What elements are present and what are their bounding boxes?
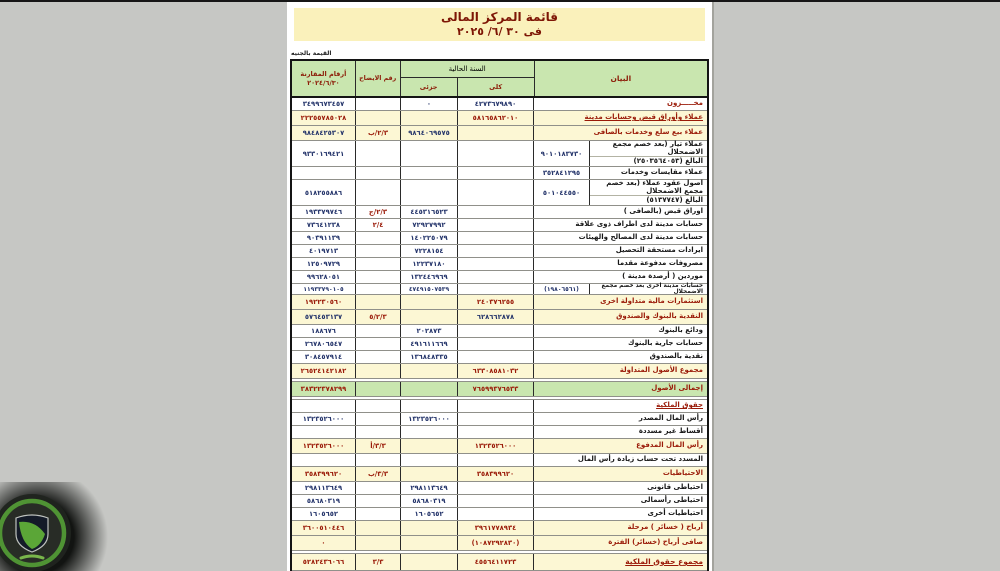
note-number-cell	[356, 258, 401, 270]
partial-value-cell: ١٤٠٢٢٥٠٧٩	[401, 232, 458, 244]
row-label: أرباح ( خسائر ) مرحلة	[627, 523, 703, 532]
table-row	[292, 554, 707, 571]
total-value-cell	[458, 351, 534, 363]
title-band	[294, 8, 705, 41]
partial-value-cell	[401, 295, 458, 309]
table-row	[292, 219, 707, 232]
comparison-value-cell: ٩٣٣٠١٦٩٤٢١	[292, 141, 356, 166]
partial-value-cell: ٤٤٥٣١٦٥٢٣	[401, 206, 458, 218]
comparison-value-cell: ٣٥٨٣٩٩٦٢٠	[292, 467, 356, 481]
partial-value-cell: ٧٢٢٨١٥٤	[401, 245, 458, 257]
row-label: ودائع بالبنوك	[658, 326, 703, 335]
row-label: اصول عقود عملاء (بعد خصم مجمع الاضمحلال	[606, 179, 703, 195]
partial-value-cell	[401, 536, 458, 550]
financial-position-table	[290, 59, 709, 571]
note-number-cell: أ/٣/٣	[356, 439, 401, 453]
statement-cell	[534, 245, 707, 257]
table-row	[292, 364, 707, 379]
statement-cell	[534, 284, 707, 294]
row-label: حقوق الملكية	[656, 401, 703, 410]
note-number-cell	[356, 400, 401, 412]
table-header	[292, 61, 707, 98]
row-label: مصروفات مدفوعة مقدما	[617, 259, 703, 268]
note-number-cell	[356, 141, 401, 166]
table-body	[292, 98, 707, 571]
partial-value-cell	[401, 111, 458, 125]
note-number-cell	[356, 536, 401, 550]
note-number-cell	[356, 454, 401, 466]
table-row	[292, 426, 707, 439]
total-value-cell: (١٠٨٧٢٩٢٨٣٠)	[458, 536, 534, 550]
table-row	[292, 111, 707, 126]
comparison-value-cell: ٧٣٦٤١٢٣٨	[292, 219, 356, 231]
row-label: عملاء وأوراق قبض وحسابات مدينة	[584, 113, 703, 122]
total-value-cell: ٤٥٥٦٤١١٧٢٣	[458, 554, 534, 570]
note-number-cell	[356, 295, 401, 309]
leaf-shield-logo	[0, 492, 73, 571]
comparison-value-cell	[292, 167, 356, 179]
currency-unit-label: القيمة بالجنيه	[291, 50, 332, 57]
statement-cell	[534, 258, 707, 270]
table-row	[292, 141, 707, 167]
statement-cell	[534, 126, 707, 140]
partial-value-cell: ١٦٠٥٦٥٢	[401, 508, 458, 520]
comparison-value-cell: ١٣٢٣٥٢٦٠٠٠	[292, 439, 356, 453]
statement-cell	[534, 351, 707, 363]
note-number-cell	[356, 482, 401, 494]
total-value-cell	[458, 232, 534, 244]
total-value-cell	[458, 413, 534, 425]
row-label-line2: البالغ (٥١٣٧٧٤٧)	[646, 195, 703, 204]
total-value-cell	[458, 454, 534, 466]
total-value-cell	[458, 338, 534, 350]
total-value-cell	[458, 206, 534, 218]
note-number-cell: ٣/٣	[356, 554, 401, 570]
row-label: ايرادات مستحقة التحصيل	[615, 246, 703, 255]
comparison-value-cell: ١٩٣٣٧٩٧٤٦	[292, 206, 356, 218]
row-label: رأس المال المدفوع	[636, 441, 703, 450]
comparison-value-cell: ١٢٥٠٩٧٢٩	[292, 258, 356, 270]
note-number-cell: ٥/٢/٣	[356, 310, 401, 324]
comparison-value-cell: ٥٢٨٢٤٣٦٠٦٦	[292, 554, 356, 570]
statement-cell	[534, 508, 707, 520]
statement-sub-value-cell: ٥٠١٠٤٤٥٥٠	[534, 180, 590, 205]
partial-value-cell: ١٣٢٣٥٢٦٠٠٠	[401, 413, 458, 425]
column-header-current-year: السنة الحالية	[401, 61, 534, 78]
table-row	[292, 126, 707, 141]
partial-value-cell: ٢٩٨١١٣٦٤٩	[401, 482, 458, 494]
row-label: مخـــــزون	[666, 99, 703, 108]
page-title: قائمة المركز المالى	[441, 10, 558, 24]
note-number-cell: ٢/٤	[356, 219, 401, 231]
partial-value-cell	[401, 400, 458, 412]
row-label: النقدية بالبنوك والصندوق	[616, 312, 703, 321]
row-label: إجمالى الأصول	[651, 384, 703, 393]
partial-value-cell: ٤٩١٦١١٦٦٩	[401, 338, 458, 350]
row-label: احتياطيات أخرى	[647, 509, 703, 518]
statement-cell	[534, 413, 707, 425]
table-row	[292, 180, 707, 206]
statement-cell	[534, 495, 707, 507]
total-value-cell: ٦٢٨٦٦٢٨٧٨	[458, 310, 534, 324]
partial-value-cell	[401, 167, 458, 179]
partial-value-cell: ١٣٢٤٤٦٩٦٩	[401, 271, 458, 283]
row-label: حسابات مدينة لدى المصالح والهيئات	[578, 233, 703, 242]
statement-cell	[534, 467, 707, 481]
statement-cell	[534, 206, 707, 218]
statement-sub-value-cell: ٩٠١٠١٨٣٧٣٠	[534, 141, 590, 166]
comparison-date: ٢٠٢٤/٦/٣٠	[307, 78, 340, 87]
comparison-value-cell: ٢٩٨١١٣٦٤٩	[292, 482, 356, 494]
comparison-value-cell: ٣٦٠٠٥١٠٤٤٦	[292, 521, 356, 535]
note-number-cell	[356, 167, 401, 179]
total-value-cell	[458, 482, 534, 494]
total-value-cell	[458, 245, 534, 257]
column-header-statement: البيان	[610, 74, 632, 83]
total-value-cell	[458, 325, 534, 337]
note-number-cell	[356, 325, 401, 337]
row-label: موردين ( أرصدة مدينة )	[622, 272, 703, 281]
note-number-cell: ب/٢/٣	[356, 126, 401, 140]
note-number-cell	[356, 284, 401, 294]
statement-date: ٢٠٢٥ /٦/ ٣٠	[457, 25, 520, 38]
comparison-value-cell: ٩٨٤٨٤٢٥٣٠٧	[292, 126, 356, 140]
comparison-value-cell: ١٦٠٥٦٥٢	[292, 508, 356, 520]
row-label: حسابات جارية بالبنوك	[628, 339, 703, 348]
total-value-cell	[458, 508, 534, 520]
table-row	[292, 325, 707, 338]
table-row	[292, 495, 707, 508]
total-value-cell	[458, 400, 534, 412]
statement-cell	[534, 310, 707, 324]
partial-value-cell: ٩٨٦٤٠٦٩٥٧٥	[401, 126, 458, 140]
note-number-cell	[356, 232, 401, 244]
statement-sub-value-cell: ٣٥٢٨٤١٢٩٥	[534, 167, 590, 179]
column-header-comparison: أرقام المقارنة ٢٠٢٤/٦/٣٠	[292, 61, 356, 96]
statement-cell	[534, 482, 707, 494]
note-number-cell	[356, 364, 401, 378]
note-number-cell	[356, 382, 401, 396]
note-number-cell	[356, 426, 401, 438]
statement-cell	[534, 400, 707, 412]
table-row	[292, 351, 707, 364]
total-value-cell	[458, 180, 534, 205]
comparison-value-cell: ١١٩٣٣٧٩٠١٠٥	[292, 284, 356, 294]
partial-value-cell: ١٢٢٣٧١٨٠	[401, 258, 458, 270]
table-row	[292, 310, 707, 325]
table-row	[292, 439, 707, 454]
comparison-value-cell: ٤٠١٩٧١٣	[292, 245, 356, 257]
comparison-value-cell: ١٣٢٣٥٢٦٠٠٠	[292, 413, 356, 425]
statement-cell	[534, 111, 707, 125]
note-number-cell	[356, 508, 401, 520]
total-value-cell: ٣٩٦١٧٧٨٩٣٤	[458, 521, 534, 535]
page-title-date	[294, 25, 705, 38]
comparison-value-cell: ٥٧٦٤٥٣١٣٧	[292, 310, 356, 324]
partial-value-cell	[401, 439, 458, 453]
row-label: أقساط غير مسددة	[638, 427, 703, 436]
comparison-value-cell: ٩٩٦٢٨٠٥١	[292, 271, 356, 283]
statement-cell	[534, 439, 707, 453]
row-label: عملاء بيع سلع وخدمات بالصافى	[593, 128, 703, 137]
total-value-cell	[458, 426, 534, 438]
total-value-cell: ٢٤٠٣٧٦٢٥٥	[458, 295, 534, 309]
column-header-total: كلى	[489, 83, 503, 91]
row-label: احتياطى قانونى	[647, 483, 703, 492]
note-number-cell	[356, 98, 401, 110]
note-number-cell	[356, 338, 401, 350]
statement-cell	[534, 271, 707, 283]
comparison-value-cell: ٥٨٦٨٠٣١٩	[292, 495, 356, 507]
table-row	[292, 232, 707, 245]
row-label: رأس المال المصدر	[638, 414, 703, 423]
partial-value-cell	[401, 382, 458, 396]
table-row	[292, 508, 707, 521]
partial-value-cell	[401, 364, 458, 378]
row-label: حسابات مدينة لدى اطراف ذوى علاقة	[575, 220, 703, 229]
note-number-cell: ج/٢/٣	[356, 206, 401, 218]
statement-cell	[534, 554, 707, 570]
comparison-value-cell	[292, 454, 356, 466]
comparison-value-cell: ٣٨٣٢٢٣٧٨٢٩٩	[292, 382, 356, 396]
note-number-cell	[356, 521, 401, 535]
statement-cell	[534, 180, 707, 205]
table-row	[292, 258, 707, 271]
table-row	[292, 467, 707, 482]
partial-value-cell: ٢٠٢٨٧٣	[401, 325, 458, 337]
row-label: حسابات مدينة اخرى بعد خصم مجمع الاضمحلال	[601, 282, 703, 295]
table-row	[292, 413, 707, 426]
statement-cell	[534, 426, 707, 438]
partial-value-cell	[401, 426, 458, 438]
total-value-cell	[458, 495, 534, 507]
partial-value-cell	[401, 310, 458, 324]
row-label: المسدد تحت حساب زيادة رأس المال	[577, 455, 703, 464]
row-label: عملاء مقايسات وخدمات	[620, 168, 703, 177]
comparison-value-cell: ٠	[292, 536, 356, 550]
note-number-cell: ب/٣/٣	[356, 467, 401, 481]
partial-value-cell	[401, 180, 458, 205]
note-number-cell	[356, 245, 401, 257]
table-row	[292, 338, 707, 351]
partial-value-cell: ٥٨٦٨٠٣١٩	[401, 495, 458, 507]
partial-value-cell: ١٣٦٨٤٨٣٣٥	[401, 351, 458, 363]
row-label: صافى أرباح (خسائر) الفترة	[608, 538, 703, 547]
table-row	[292, 400, 707, 413]
partial-value-cell: ٠	[401, 98, 458, 110]
note-number-cell	[356, 180, 401, 205]
partial-value-cell	[401, 554, 458, 570]
statement-cell	[534, 295, 707, 309]
column-header-partial: جزئى	[401, 78, 458, 96]
statement-cell	[534, 98, 707, 110]
total-value-cell	[458, 141, 534, 166]
total-value-cell	[458, 258, 534, 270]
statement-cell	[534, 382, 707, 396]
total-value-cell	[458, 219, 534, 231]
note-number-cell	[356, 351, 401, 363]
table-row	[292, 295, 707, 310]
document-page	[287, 2, 714, 571]
column-group-current-year	[401, 61, 535, 96]
table-row	[292, 245, 707, 258]
comparison-value-cell: ١٨٨٦٧٦	[292, 325, 356, 337]
comparison-value-cell: ٣٤٩٩٦٧٣٤٥٧	[292, 98, 356, 110]
partial-value-cell: ٤٧٤٩١٥٠٧٥٣٩	[401, 284, 458, 294]
column-header-note-number: رقم الايضاح	[356, 61, 401, 96]
partial-value-cell	[401, 454, 458, 466]
note-number-cell	[356, 111, 401, 125]
row-label: اوراق قبض (بالصافى )	[623, 207, 703, 216]
statement-cell	[534, 325, 707, 337]
comparison-value-cell: ٥١٨٢٥٥٨٨٦	[292, 180, 356, 205]
statement-cell	[534, 454, 707, 466]
row-label: مجموع حقوق الملكية	[625, 556, 703, 566]
row-label: عملاء تيار (بعد خصم مجمع الاضمحلال	[612, 140, 703, 156]
comparison-value-cell: ٢٦٥٢٤١٤٢١٨٢	[292, 364, 356, 378]
statement-cell	[534, 364, 707, 378]
partial-value-cell	[401, 521, 458, 535]
row-label: مجموع الأصول المتداولة	[619, 366, 703, 375]
row-label: الاحتياطيات	[662, 469, 703, 478]
comparison-value-cell	[292, 400, 356, 412]
statement-cell	[534, 521, 707, 535]
table-row	[292, 482, 707, 495]
note-number-cell	[356, 271, 401, 283]
row-label: احتياطى رأسمالى	[640, 496, 703, 505]
total-value-cell: ٣٥٨٣٩٩٦٢٠	[458, 467, 534, 481]
comparison-value-cell	[292, 426, 356, 438]
total-value-cell	[458, 271, 534, 283]
total-value-cell	[458, 167, 534, 179]
table-row	[292, 521, 707, 536]
total-value-cell: ٥٨١٦٥٨٦٢٠١٠	[458, 111, 534, 125]
statement-cell	[534, 338, 707, 350]
total-value-cell	[458, 284, 534, 294]
row-label: استثمارات مالية متداولة اخرى	[600, 297, 703, 306]
statement-cell	[534, 167, 707, 179]
total-value-cell: ١٣٢٣٥٢٦٠٠٠	[458, 439, 534, 453]
statement-cell	[534, 141, 707, 166]
table-row	[292, 536, 707, 551]
table-row	[292, 284, 707, 295]
partial-value-cell	[401, 467, 458, 481]
table-row	[292, 98, 707, 111]
comparison-value-cell: ٢٦٧٨٠٦٥٤٧	[292, 338, 356, 350]
row-label: نقدية بالصندوق	[649, 352, 703, 361]
partial-value-cell: ٧٢٩٢٧٩٩٢	[401, 219, 458, 231]
note-number-cell	[356, 413, 401, 425]
total-value-cell: ٤٢٧٣٦٧٩٨٩٠	[458, 98, 534, 110]
statement-sub-value-cell: (١٩٨٠٦٥٦١)	[534, 284, 590, 294]
statement-cell	[534, 232, 707, 244]
statement-cell	[534, 219, 707, 231]
table-row	[292, 454, 707, 467]
date-prefix: فى	[523, 25, 542, 38]
table-row	[292, 206, 707, 219]
total-value-cell: ٧٦٥٩٩٣٧٦٥٣٣	[458, 382, 534, 396]
comparison-value-cell: ٩٠٣٩١١٣٩	[292, 232, 356, 244]
total-value-cell	[458, 126, 534, 140]
note-number-cell	[356, 495, 401, 507]
comparison-value-cell: ١٩٢٢٣٠٥٦٠	[292, 295, 356, 309]
comparison-value-cell: ٣٠٨٤٥٧٩١٤	[292, 351, 356, 363]
comparison-value-cell: ٢٢٢٥٥٧٨٥٠٢٨	[292, 111, 356, 125]
partial-value-cell	[401, 141, 458, 166]
total-value-cell: ٦٣٣٠٨٥٨١٠٣٢	[458, 364, 534, 378]
table-row	[292, 382, 707, 397]
row-label-line2: البالغ (٢٥٠٣٥٦٤٠٥٣)	[633, 156, 703, 165]
statement-cell	[534, 536, 707, 550]
